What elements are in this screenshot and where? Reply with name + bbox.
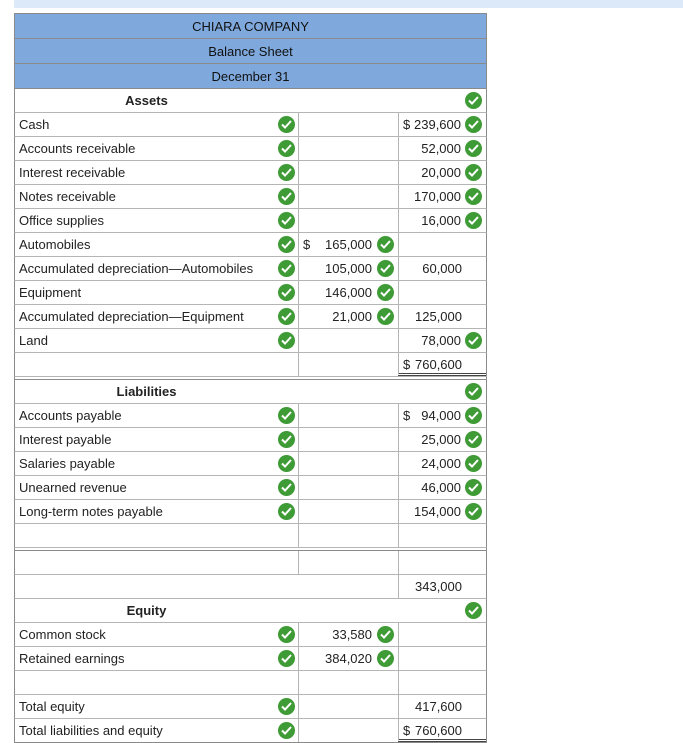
label-cell[interactable] <box>15 551 278 574</box>
liability-row-ip <box>14 428 487 452</box>
label-cell[interactable] <box>15 353 278 376</box>
check-icon <box>465 164 482 181</box>
check-icon <box>278 164 295 181</box>
balance-sheet <box>14 13 487 743</box>
liability-blank-row <box>14 524 487 548</box>
amount-cell[interactable] <box>398 113 486 136</box>
amount-cell[interactable] <box>298 329 398 352</box>
amount-cell[interactable] <box>298 695 398 718</box>
amount-cell[interactable] <box>298 404 398 427</box>
sp-label: Salaries payable <box>19 456 116 471</box>
liability-spacer-row <box>14 551 487 575</box>
amount-cell[interactable] <box>398 623 486 646</box>
check-icon <box>278 236 295 253</box>
check-icon <box>377 260 394 277</box>
amount-cell[interactable] <box>298 257 398 280</box>
liabilities-title: Liabilities <box>116 384 177 399</box>
check-icon <box>465 431 482 448</box>
ap-label: Accounts payable <box>19 408 122 423</box>
cs-value: 33,580 <box>332 627 372 642</box>
te-value: 417,600 <box>415 699 462 714</box>
check-icon <box>465 332 482 349</box>
dollar-sign: $ <box>403 723 411 738</box>
check-icon <box>278 722 295 739</box>
asset-row-auto <box>14 233 487 257</box>
check-icon <box>465 188 482 205</box>
amount-cell[interactable] <box>298 113 398 136</box>
check-icon <box>377 626 394 643</box>
amount-cell[interactable] <box>398 257 486 280</box>
amount-cell[interactable] <box>298 185 398 208</box>
ar-label: Accounts receivable <box>19 141 136 156</box>
ade-label: Accumulated depreciation—Equipment <box>19 309 244 324</box>
equip-label: Equipment <box>19 285 82 300</box>
amount-cell[interactable] <box>398 452 486 475</box>
amount-cell[interactable] <box>398 404 486 427</box>
statement-date: December 31 <box>14 64 487 89</box>
ap-value: 94,000 <box>421 408 461 423</box>
amount-cell[interactable] <box>398 209 486 232</box>
amount-cell[interactable] <box>398 428 486 451</box>
ar-value: 52,000 <box>421 141 461 156</box>
dollar-sign: $ <box>403 408 411 423</box>
ade-value: 21,000 <box>332 309 372 324</box>
check-icon <box>278 650 295 667</box>
amount-cell[interactable] <box>298 500 398 523</box>
check-icon <box>377 308 394 325</box>
amount-cell[interactable] <box>398 671 486 694</box>
liability-row-ur <box>14 476 487 500</box>
amount-cell[interactable] <box>398 719 486 742</box>
ip-value: 25,000 <box>421 432 461 447</box>
os-value: 16,000 <box>421 213 461 228</box>
amount-cell[interactable] <box>398 305 486 328</box>
amount-cell[interactable] <box>398 695 486 718</box>
asset-row-os <box>14 209 487 233</box>
amount-cell[interactable] <box>398 281 486 304</box>
auto-value: 165,000 <box>325 237 372 252</box>
ade-net-value: 125,000 <box>415 309 462 324</box>
amount-cell[interactable] <box>298 233 398 256</box>
amount-cell[interactable] <box>298 161 398 184</box>
check-icon <box>278 698 295 715</box>
check-icon <box>465 140 482 157</box>
amount-cell[interactable] <box>298 305 398 328</box>
check-icon <box>278 140 295 157</box>
asset-row-ar <box>14 137 487 161</box>
asset-row-cash <box>14 113 487 137</box>
check-icon <box>278 503 295 520</box>
check-icon <box>465 116 482 133</box>
sp-value: 24,000 <box>421 456 461 471</box>
ada-net-value: 60,000 <box>422 261 462 276</box>
label-cell[interactable] <box>15 575 278 598</box>
amount-cell[interactable] <box>298 353 398 376</box>
liability-row-ltnp <box>14 500 487 524</box>
equip-value: 146,000 <box>325 285 372 300</box>
company-name: CHIARA COMPANY <box>14 13 487 39</box>
ip-label: Interest payable <box>19 432 112 447</box>
tle-value: 760,600 <box>415 723 462 738</box>
amount-cell[interactable] <box>398 647 486 670</box>
check-icon <box>278 407 295 424</box>
asset-row-equip <box>14 281 487 305</box>
check-icon <box>465 455 482 472</box>
check-icon <box>465 602 482 619</box>
equity-blank-row <box>14 671 487 695</box>
equity-row-tle <box>14 719 487 743</box>
re-value: 384,020 <box>325 651 372 666</box>
asset-row-nr <box>14 185 487 209</box>
amount-cell[interactable] <box>398 233 486 256</box>
cs-label: Common stock <box>19 627 106 642</box>
check-icon <box>278 479 295 496</box>
check-icon <box>278 212 295 229</box>
check-icon <box>278 332 295 349</box>
ir-value: 20,000 <box>421 165 461 180</box>
nr-value: 170,000 <box>414 189 461 204</box>
amount-cell[interactable] <box>298 428 398 451</box>
nr-label: Notes receivable <box>19 189 116 204</box>
amount-cell[interactable] <box>398 353 486 376</box>
ur-value: 46,000 <box>421 480 461 495</box>
check-icon <box>278 260 295 277</box>
dollar-sign: $ <box>403 117 411 132</box>
total-liabilities-value: 343,000 <box>415 579 462 594</box>
check-icon <box>377 284 394 301</box>
cash-label: Cash <box>19 117 50 132</box>
tle-label: Total liabilities and equity <box>19 723 163 738</box>
check-icon <box>377 650 394 667</box>
ur-label: Unearned revenue <box>19 480 127 495</box>
amount-cell[interactable] <box>298 551 398 574</box>
equity-header-row <box>14 599 487 623</box>
amount-cell[interactable] <box>298 281 398 304</box>
liability-row-ap <box>14 404 487 428</box>
asset-total-row <box>14 353 487 377</box>
os-label: Office supplies <box>19 213 105 228</box>
ir-label: Interest receivable <box>19 165 126 180</box>
liability-row-sp <box>14 452 487 476</box>
land-value: 78,000 <box>421 333 461 348</box>
asset-row-ada <box>14 257 487 281</box>
equity-title: Equity <box>126 603 167 618</box>
cash-value: 239,600 <box>414 117 461 132</box>
dollar-sign: $ <box>403 357 411 372</box>
amount-cell[interactable] <box>298 623 398 646</box>
amount-cell[interactable] <box>298 137 398 160</box>
ada-value: 105,000 <box>325 261 372 276</box>
amount-cell[interactable] <box>298 647 398 670</box>
top-bar <box>14 0 683 8</box>
liability-total-row <box>14 575 487 599</box>
amount-cell[interactable] <box>398 500 486 523</box>
amount-cell[interactable] <box>398 161 486 184</box>
check-icon <box>465 92 482 109</box>
land-label: Land <box>19 333 48 348</box>
check-icon <box>377 236 394 253</box>
amount-cell[interactable] <box>398 575 486 598</box>
check-icon <box>278 455 295 472</box>
check-icon <box>465 383 482 400</box>
amount-cell[interactable] <box>298 524 398 547</box>
check-icon <box>278 284 295 301</box>
check-icon <box>465 479 482 496</box>
amount-cell[interactable] <box>398 185 486 208</box>
check-icon <box>278 626 295 643</box>
label-cell[interactable] <box>15 524 278 547</box>
equity-row-re <box>14 647 487 671</box>
amount-cell[interactable] <box>398 476 486 499</box>
check-icon <box>278 188 295 205</box>
total-assets-value: 760,600 <box>415 357 462 372</box>
re-label: Retained earnings <box>19 651 125 666</box>
amount-cell[interactable] <box>398 137 486 160</box>
ada-label: Accumulated depreciation—Automobiles <box>19 261 254 276</box>
assets-title: Assets <box>125 93 168 108</box>
amount-cell[interactable] <box>298 719 398 742</box>
asset-row-ir <box>14 161 487 185</box>
asset-row-ade <box>14 305 487 329</box>
dollar-sign: $ <box>303 237 311 252</box>
amount-cell[interactable] <box>398 524 486 547</box>
asset-row-land <box>14 329 487 353</box>
liabilities-header-row <box>14 380 487 404</box>
assets-header-row <box>14 89 487 113</box>
check-icon <box>278 431 295 448</box>
check-icon <box>278 116 295 133</box>
auto-label: Automobiles <box>19 237 91 252</box>
amount-cell[interactable] <box>298 476 398 499</box>
check-icon <box>278 308 295 325</box>
statement-title: Balance Sheet <box>14 39 487 64</box>
amount-cell[interactable] <box>298 452 398 475</box>
check-icon <box>465 407 482 424</box>
amount-cell[interactable] <box>398 329 486 352</box>
ltnp-value: 154,000 <box>414 504 461 519</box>
equity-row-te <box>14 695 487 719</box>
label-cell[interactable] <box>15 671 278 694</box>
check-icon <box>465 503 482 520</box>
check-icon <box>465 212 482 229</box>
amount-cell[interactable] <box>298 671 398 694</box>
ltnp-label: Long-term notes payable <box>19 504 163 519</box>
te-label: Total equity <box>19 699 85 714</box>
amount-cell[interactable] <box>398 551 486 574</box>
amount-cell[interactable] <box>298 209 398 232</box>
equity-row-cs <box>14 623 487 647</box>
